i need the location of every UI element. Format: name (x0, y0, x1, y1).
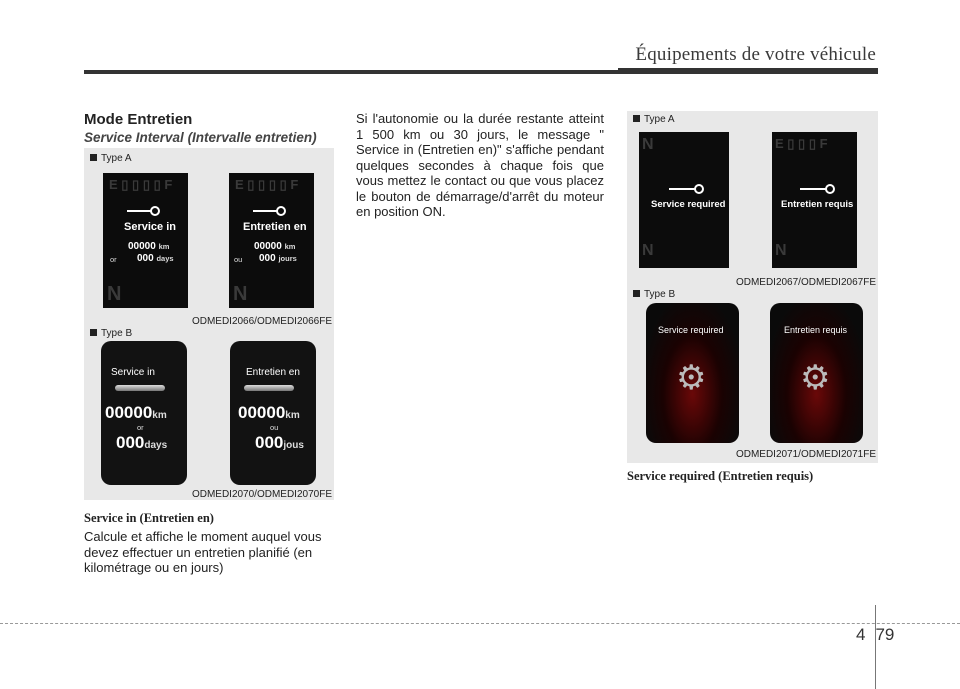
figure-service-in (84, 148, 334, 500)
paragraph-service-in: Calcule et affiche le moment auquel vous devez effectuer un entretien planifié (en kilométrage ou en jours) (84, 529, 322, 575)
screen-title: Service required (651, 199, 726, 210)
chapter-title: Équipements de votre véhicule (635, 44, 876, 65)
gear-ghost: N (642, 136, 654, 153)
footer-rule (0, 623, 960, 624)
wrench-gear-icon: ⚙ (800, 359, 831, 397)
figure-code-b: ODMEDI2070/ODMEDI2070FE (191, 489, 332, 500)
header-rule (84, 70, 878, 74)
screen-type-a-service-required (639, 132, 729, 268)
bullet-square-icon (90, 329, 97, 336)
figure-code-a: ODMEDI2066/ODMEDI2066FE (191, 316, 332, 327)
or-label: ou (270, 423, 279, 432)
days-value: 000 jours (259, 253, 297, 264)
caption-service-required: Service required (Entretien requis) (627, 469, 814, 483)
section-subtitle: Service Interval (Intervalle entretien) (84, 130, 317, 145)
figure-code-a: ODMEDI2067/ODMEDI2067FE (735, 277, 876, 288)
type-a-label: Type A (90, 153, 132, 164)
screen-type-b-entretien-requis (770, 303, 863, 443)
ghost-digits: E ▯ ▯ ▯ ▯ F (235, 177, 299, 192)
gear-ghost: N (642, 242, 654, 259)
wrench-icon (669, 188, 695, 190)
wrench-icon (115, 385, 165, 391)
km-value: 00000km (105, 403, 167, 422)
wrench-gear-icon: ⚙ (676, 359, 707, 397)
days-value: 000jous (255, 433, 304, 452)
page-divider (875, 605, 876, 689)
ghost-digits: E ▯ ▯ ▯ ▯ F (109, 177, 173, 192)
figure-code-b: ODMEDI2071/ODMEDI2071FE (735, 449, 876, 460)
km-value: 00000 km (254, 241, 296, 252)
wrench-icon (253, 210, 277, 212)
km-value: 00000 km (128, 241, 170, 252)
screen-title: Entretien en (246, 367, 300, 378)
screen-title: Entretien en (243, 221, 307, 233)
type-b-label: Type B (90, 328, 132, 339)
figure-service-required (627, 111, 878, 463)
screen-type-b-service-in (101, 341, 187, 485)
type-b-label: Type B (633, 289, 675, 300)
gear-ghost: N (775, 242, 787, 259)
screen-title: Service required (658, 325, 724, 335)
bullet-square-icon (90, 154, 97, 161)
screen-title: Entretien requis (781, 199, 854, 210)
gear-ghost: N (233, 283, 248, 305)
or-label: or (137, 423, 144, 432)
wrench-icon (244, 385, 294, 391)
section-title: Mode Entretien (84, 111, 193, 128)
or-label: or (110, 255, 117, 264)
bullet-square-icon (633, 115, 640, 122)
screen-type-a-entretien-en (229, 173, 314, 308)
ghost-digits: E ▯ ▯ ▯ F (775, 136, 828, 151)
screen-type-a-entretien-requis (772, 132, 857, 268)
page-number: 4 79 (856, 625, 895, 644)
screen-type-a-service-in (103, 173, 188, 308)
screen-type-b-service-required (646, 303, 739, 443)
paragraph-message: Si l'autonomie ou la durée restante atteint 1 500 km ou 30 jours, le message " Service in (Entretien en)" s'affiche pendant quelques secondes à chaque fois que vous mettez le contact ou que vous placez le bouton de démarrage/d'arrêt du moteur en position ON. (356, 111, 604, 219)
screen-title: Service in (124, 221, 176, 233)
days-value: 000days (116, 433, 168, 452)
screen-title: Service in (111, 367, 155, 378)
type-a-label: Type A (633, 114, 675, 125)
bullet-square-icon (633, 290, 640, 297)
or-label: ou (234, 255, 243, 264)
screen-title: Entretien requis (784, 325, 848, 335)
km-value: 00000km (238, 403, 300, 422)
screen-type-b-entretien-en (230, 341, 316, 485)
wrench-icon (800, 188, 826, 190)
heading-service-in: Service in (Entretien en) (84, 511, 214, 525)
wrench-icon (127, 210, 151, 212)
gear-ghost: N (107, 283, 122, 305)
days-value: 000 days (137, 253, 174, 264)
